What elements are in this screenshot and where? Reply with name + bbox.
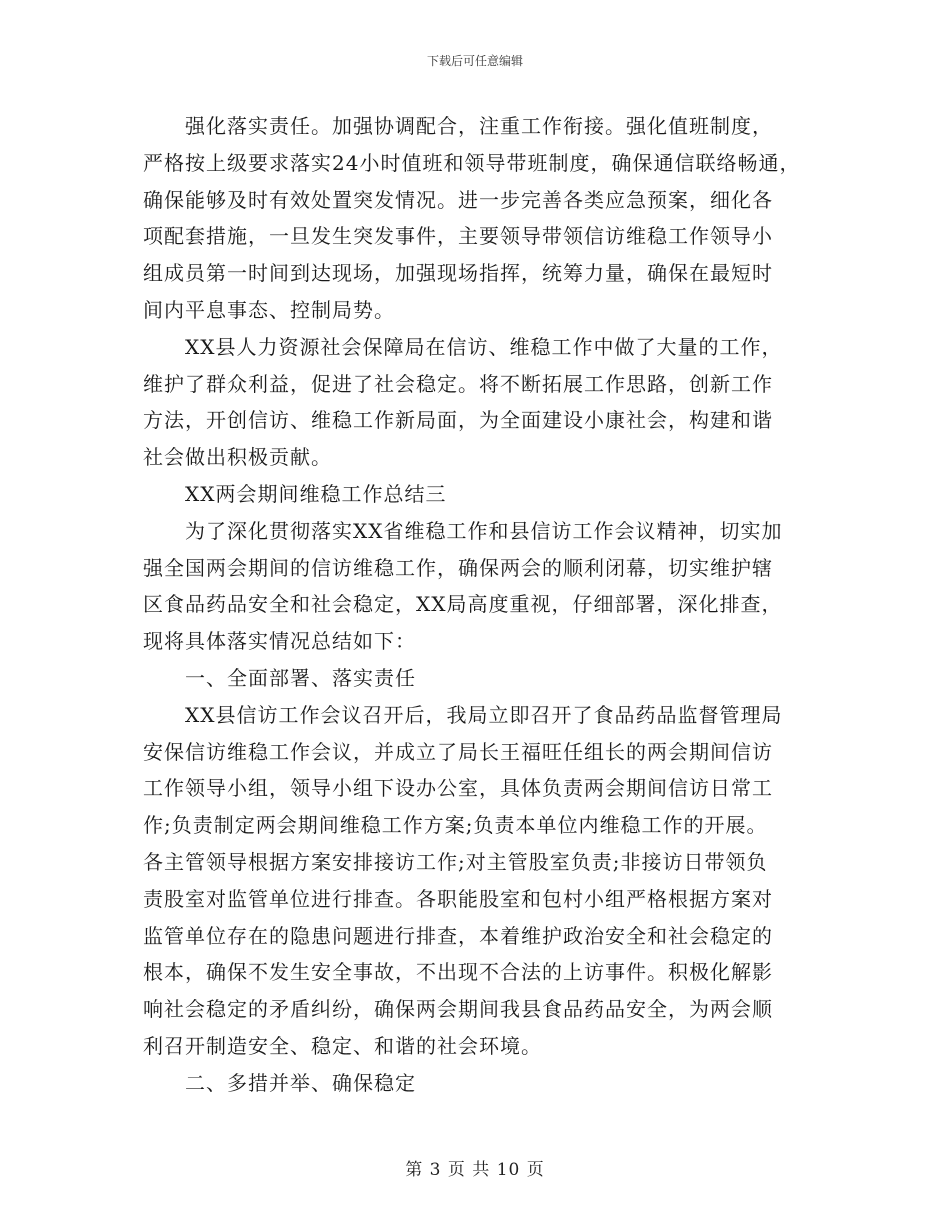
text-line: 根本，确保不发生安全事故，不出现不合法的上访事件。积极化解影 (143, 960, 773, 985)
text-line: 维护了群众利益，促进了社会稳定。将不断拓展工作思路，创新工作 (143, 371, 773, 396)
document-body (143, 108, 823, 1102)
text-line: 各主管领导根据方案安排接访工作;对主管股室负责;非接访日带领负 (143, 849, 768, 874)
text-line: 作;负责制定两会期间维稳工作方案;负责本单位内维稳工作的开展。 (143, 813, 768, 838)
text-line: 区食品药品安全和社会稳定，XX局高度重视，仔细部署，深化排查， (143, 592, 783, 617)
text-line: 方法，开创信访、维稳工作新局面，为全面建设小康社会，构建和谐 (143, 408, 773, 433)
text-line: 一、全面部署、落实责任 (185, 665, 416, 690)
text-line: 间内平息事态、控制局势。 (143, 297, 395, 322)
text-line: 安保信访维稳工作会议，并成立了局长王福旺任组长的两会期间信访 (143, 739, 773, 764)
text-line: XX县人力资源社会保障局在信访、维稳工作中做了大量的工作， (185, 334, 783, 359)
text-line: 二、多措并举、确保稳定 (185, 1070, 416, 1095)
text-line: 确保能够及时有效处置突发情况。进一步完善各类应急预案，细化各 (143, 187, 773, 212)
text-line: 社会做出积极贡献。 (143, 445, 332, 470)
text-line: 响社会稳定的矛盾纠纷，确保两会期间我县食品药品安全，为两会顺 (143, 997, 773, 1022)
text-line: XX县信访工作会议召开后，我局立即召开了食品药品监督管理局 (185, 702, 783, 727)
text-line: 责股室对监管单位进行排查。各职能股室和包村小组严格根据方案对 (143, 886, 773, 911)
text-line: 工作领导小组，领导小组下设办公室，具体负责两会期间信访日常工 (143, 776, 773, 801)
text-line: 现将具体落实情况总结如下： (143, 629, 416, 654)
text-line: 强全国两会期间的信访维稳工作，确保两会的顺利闭幕，切实维护辖 (143, 555, 773, 580)
text-line: 强化落实责任。加强协调配合，注重工作衔接。强化值班制度， (185, 114, 773, 138)
text-line: 利召开制造安全、稳定、和谐的社会环境。 (143, 1033, 542, 1058)
text-line: XX两会期间维稳工作总结三 (185, 481, 447, 506)
page-number-footer: 第 3 页 共 10 页 (405, 1160, 545, 1180)
text-line: 严格按上级要求落实24小时值班和领导带班制度，确保通信联络畅通， (143, 150, 801, 175)
text-line: 为了深化贯彻落实XX省维稳工作和县信访工作会议精神，切实加 (185, 518, 783, 543)
page-header: 下载后可任意编辑 (426, 54, 523, 68)
text-line: 监管单位存在的隐患问题进行排查，本着维护政治安全和社会稳定的 (143, 923, 773, 948)
text-line: 组成员第一时间到达现场，加强现场指挥，统筹力量，确保在最短时 (143, 261, 773, 286)
text-line: 项配套措施，一旦发生突发事件，主要领导带领信访维稳工作领导小 (143, 224, 773, 249)
